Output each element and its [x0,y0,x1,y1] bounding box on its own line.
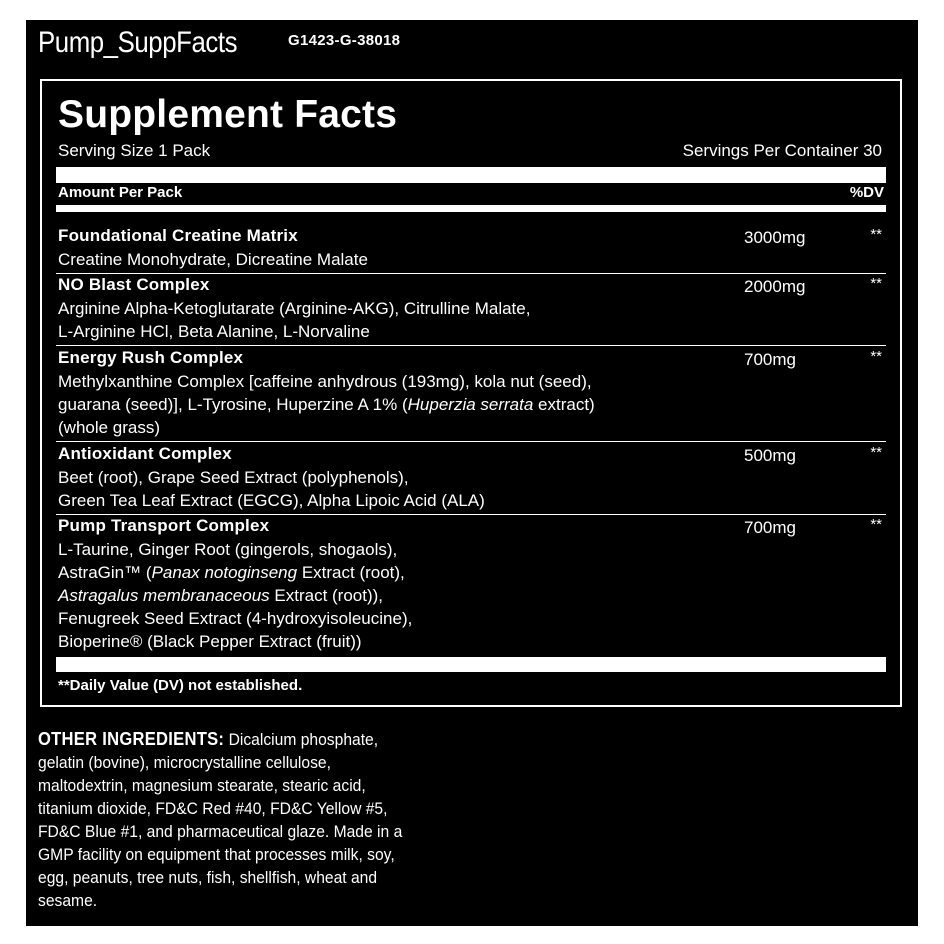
other-ingredients-line: FD&C Blue #1, and pharmaceutical glaze. Made in a [38,822,403,841]
header [38,26,269,60]
other-ingredients-line: maltodextrin, magnesium stearate, stearic acid, [38,776,366,795]
ingredient-line: Methylxanthine Complex [caffeine anhydrous (193mg), kola nut (seed), [58,372,592,391]
facts-title: Supplement Facts [58,93,398,136]
row-divider [56,514,886,515]
other-ingredients-line: GMP facility on equipment that processes milk, soy, [38,845,395,864]
complex-name: Energy Rush Complex [58,348,244,367]
serving-size: Serving Size 1 Pack [58,141,211,160]
ingredient-line: Bioperine® (Black Pepper Extract (fruit)) [58,632,362,651]
complex-dv: ** [870,444,882,461]
other-ingredients-line: OTHER INGREDIENTS: Dicalcium phosphate, [38,729,379,749]
ingredient-line: guarana (seed)], L-Tyrosine, Huperzine A 1% (Huperzia serrata extract) [58,395,595,414]
ingredient-line: Fenugreek Seed Extract (4-hydroxyisoleucine), [58,609,413,628]
row-divider [56,441,886,442]
ingredient-line: Astragalus membranaceous Extract (root)), [58,586,384,605]
ingredient-line: L-Taurine, Ginger Root (gingerols, shogaols), [58,540,398,559]
supplement-facts-box [40,79,902,707]
complex-amount: 3000mg [744,228,806,247]
ingredient-line: Creatine Monohydrate, Dicreatine Malate [58,250,368,269]
other-ingredients-line: titanium dioxide, FD&C Red #40, FD&C Yellow #5, [38,799,388,818]
complex-amount: 700mg [744,350,796,369]
complex-dv: ** [870,348,882,365]
complex-ingredients [58,538,738,653]
other-ingredients-line: sesame. [38,891,98,910]
row-divider [56,345,886,346]
complex-ingredients [58,466,738,512]
row-divider [56,273,886,274]
product-code: G1423-G-38018 [288,32,401,49]
complex-name: NO Blast Complex [58,275,210,294]
complex-ingredients [58,370,738,439]
complex-dv: ** [870,516,882,533]
complex-dv: ** [870,226,882,243]
servings-per-container: Servings Per Container 30 [682,141,882,160]
ingredient-line: AstraGin™ (Panax notoginseng Extract (root), [58,563,405,582]
dv-footnote: **Daily Value (DV) not established. [58,677,303,694]
other-ingredients [38,728,518,912]
complex-name: Foundational Creatine Matrix [58,226,298,245]
file-name: Pump_SuppFacts [38,26,238,59]
label-panel [26,20,918,926]
ingredient-line: Green Tea Leaf Extract (EGCG), Alpha Lipoic Acid (ALA) [58,491,485,510]
ingredient-line: L-Arginine HCl, Beta Alanine, L-Norvaline [58,322,370,341]
complex-dv: ** [870,275,882,292]
thick-divider [56,657,886,672]
complex-amount: 2000mg [744,277,806,296]
complex-name: Pump Transport Complex [58,516,270,535]
ingredient-line: Arginine Alpha-Ketoglutarate (Arginine-AKG), Citrulline Malate, [58,299,531,318]
complex-ingredients [58,297,738,343]
thick-divider [56,167,886,183]
dv-header: %DV [849,184,884,201]
amount-header: Amount Per Pack [58,184,183,201]
other-ingredients-heading: OTHER INGREDIENTS: [38,729,225,749]
complex-name: Antioxidant Complex [58,444,232,463]
ingredient-line: Beet (root), Grape Seed Extract (polyphenols), [58,468,409,487]
other-ingredients-line: gelatin (bovine), microcrystalline cellulose, [38,753,331,772]
medium-divider [56,205,886,212]
complex-amount: 700mg [744,518,796,537]
other-ingredients-line: egg, peanuts, tree nuts, fish, shellfish, wheat and [38,868,378,887]
ingredient-line: (whole grass) [58,418,161,437]
complex-amount: 500mg [744,446,796,465]
complex-ingredients [58,248,738,271]
